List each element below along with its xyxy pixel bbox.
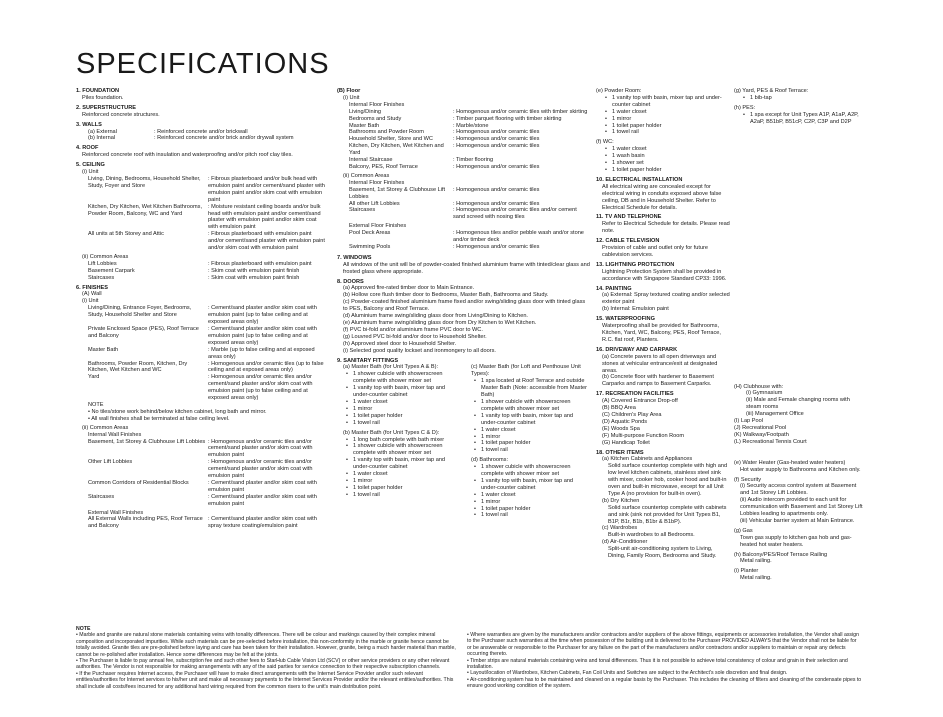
- spec-label: Living, Dining, Bedrooms, Household Shelter, Study, Foyer and Store: [88, 175, 201, 189]
- subheading: (g) Gas: [734, 527, 753, 534]
- spec-row: [337, 157, 590, 164]
- section: [734, 460, 864, 474]
- section-heading: 11. TV AND TELEPHONE: [596, 214, 662, 221]
- section-text: Lightning Protection System shall be provided in accordance with Singapore Standard CP33: 1996.: [602, 268, 727, 282]
- bullet-item: • 1 vanity top with basin, mixer tap and under-counter cabinet: [596, 95, 730, 109]
- bullet-item: • 1 towel rail: [337, 420, 459, 427]
- section-text: Piles foundation.: [82, 94, 124, 101]
- spec-value: : Homogenous and/or ceramic tiles: [453, 200, 540, 207]
- spec-value: : Homogenous and/or ceramic tiles: [453, 129, 540, 136]
- bullet-item: • 1 spa located at Roof Terrace and outside Master Bath (Note: accessible from Master Bath): [465, 378, 587, 399]
- spec-row: [337, 187, 590, 201]
- spec-row: [76, 231, 326, 252]
- subheading: (h) PES:: [734, 104, 756, 111]
- subheading: (g) Yard, PES & Roof Terrace:: [734, 88, 809, 94]
- section-heading: (B) Floor: [337, 88, 361, 94]
- subheading: (c) Master Bath (for Loft and Penthouse Unit Types):: [471, 364, 581, 378]
- spec-label: Balcony, PES, Roof Terrace: [349, 163, 418, 170]
- spec-row: [76, 374, 326, 402]
- spec-label: All External Walls including PES, Roof Terrace and Balcony: [88, 516, 203, 530]
- club-item: (i) Gymnasium: [746, 390, 783, 397]
- bullet-item: • 1 long bath complete with bath mixer: [337, 437, 459, 444]
- bullet-item: • 1 bib-tap: [734, 95, 864, 102]
- subheading: (d) Bathrooms:: [471, 457, 508, 464]
- spec-row: [76, 129, 326, 136]
- section: [596, 177, 730, 212]
- spec-row: [76, 275, 326, 282]
- bullet-item: • 1 spa except for Unit Types A1P, A1aP, A2P, A2aP, B51bP, B51cP, C2P, C3P and D2P: [734, 112, 864, 126]
- spec-row: [76, 268, 326, 275]
- subheading: Internal Floor Finishes: [349, 179, 405, 186]
- section: [76, 285, 326, 531]
- subheading: Internal Floor Finishes: [349, 101, 405, 108]
- spec-value: : Timber parquet flooring with timber skirting: [453, 115, 562, 122]
- spec-label: Bathrooms and Powder Room: [349, 129, 424, 136]
- bullet-item: • 1 water closet: [596, 146, 730, 153]
- section: [337, 255, 590, 276]
- bullet-item: • 1 shower cubicle with showerscreen complete with shower mixer set: [465, 399, 587, 413]
- spec-row: [76, 261, 326, 268]
- bullet-item: • 1 toilet paper holder: [465, 506, 587, 513]
- section-heading: 6. FINISHES: [76, 284, 109, 291]
- subheading: (H) Clubhouse with:: [734, 383, 784, 390]
- spec-value: : Reinforced concrete and/or brick and/or drywall system: [154, 135, 294, 142]
- section: [734, 528, 864, 549]
- spec-value: : Skim coat with emulsion paint finish: [208, 267, 300, 274]
- section-text: (D) Aquatic Ponds: [602, 418, 648, 425]
- subheading: (i) Planter: [734, 568, 759, 575]
- door-item: (e) Aluminium frame swing/sliding glass door from Dry Kitchen to Wet Kitchen.: [343, 320, 537, 326]
- spec-row: [76, 135, 326, 142]
- section-text: (b) Internal: Emulsion paint: [602, 306, 669, 313]
- subheading: External Wall Finishes: [88, 509, 144, 516]
- spec-label: Staircases: [349, 207, 376, 214]
- subheading: (ii) Common Areas: [82, 424, 129, 431]
- bullet-item: • 1 vanity top with basin, mixer tap and under-counter cabinet: [337, 457, 459, 471]
- spec-value: : Marble/stone: [453, 122, 489, 129]
- spec-label: Lift Lobbies: [88, 260, 117, 267]
- sanitary-grid: [337, 364, 590, 519]
- section: [596, 391, 730, 446]
- door-item: (b) Hollow core flush timber door to Bedrooms, Master Bath, Bathrooms and Study.: [343, 292, 549, 299]
- bullet-item: • 1 wash basin: [596, 153, 730, 160]
- spec-row: [337, 207, 590, 221]
- spec-label: Kitchen, Dry Kitchen, Wet Kitchen Bathrooms, Powder Room, Balcony, WC and Yard: [88, 203, 202, 217]
- section-text: Metal railing.: [740, 575, 772, 582]
- section: [76, 122, 326, 143]
- door-item: (a) Approved fire-rated timber door to Main Entrance.: [343, 285, 475, 292]
- facility-item: (J) Recreational Pool: [734, 424, 787, 431]
- bullet-item: • 1 water closet: [337, 471, 459, 478]
- section-text: (ii) Audio intercom provided to each unit for communication with Basement and 1st Storey Lift Lobbies leading to apartments only.: [740, 497, 863, 518]
- column-4: [734, 88, 864, 585]
- spec-value: : Homogenous and/or ceramic tiles and/or cement/sand plaster and/or skim coat with emulsion paint: [208, 459, 313, 480]
- facility-item: (L) Recreational Tennis Court: [734, 438, 807, 445]
- spec-label: Basement, 1st Storey & Clubhouse Lift Lobbies: [88, 438, 206, 445]
- section-text: (E) Woods Spa: [602, 425, 640, 432]
- section-heading: 3. WALLS: [76, 121, 102, 128]
- spec-value: : Homogenous and/or ceramic tiles and/or cement/sand plaster and/or skim coat with emulsion paint: [208, 438, 313, 459]
- note-item: • Layout/location of Wardrobes, Kitchen Cabinets, Fan Coil Units and Switches are subject to the Architect's sole discretion and final design.: [467, 670, 788, 677]
- bullet-item: • 1 toilet paper holder: [337, 413, 459, 420]
- section-heading: 4. ROOF: [76, 145, 99, 152]
- spec-value: : Homogenous tiles and/or pebble wash and/or stone and/or timber deck: [453, 230, 584, 244]
- spec-row: [76, 176, 326, 204]
- subheading: (h) Balcony/PES/Roof Terrace Railing: [734, 551, 828, 558]
- section: [337, 358, 590, 520]
- spec-value: : Reinforced concrete and/or brickwall: [154, 128, 248, 135]
- spec-value: : Cement/sand plaster and/or skim coat with emulsion paint: [208, 493, 317, 507]
- spec-value: : Fibrous plasterboard with emulsion paint and/or cement/sand plaster with emulsion paint and/or skim coat with emulsion paint: [208, 231, 325, 252]
- bullet-item: • 1 mirror: [337, 478, 459, 485]
- section: [734, 552, 864, 566]
- section-text: Town gas supply to kitchen gas hob and gas-heated hot water heaters.: [740, 534, 852, 548]
- bullet-item: • 1 vanity top with basin, mixer tap and under-counter cabinet: [465, 478, 587, 492]
- section-heading: 9. SANITARY FITTINGS: [337, 357, 399, 364]
- section-text: (b) Concrete floor with hardener to Basement Carparks and ramps to Basement Carparks.: [602, 374, 714, 388]
- notes-right: [467, 632, 862, 690]
- section: [596, 347, 730, 388]
- spec-label: Common Corridors of Residential Blocks: [88, 479, 189, 486]
- spec-row: [337, 136, 590, 143]
- section-text: Metal railing.: [740, 558, 772, 565]
- section-heading: 18. OTHER ITEMS: [596, 449, 644, 456]
- spec-value: : Homogenous and/or ceramic tiles: [453, 186, 540, 193]
- spec-label: (a) External: [88, 128, 117, 135]
- bullet-item: • 1 shower cubicle with showerscreen complete with shower mixer set: [465, 464, 587, 478]
- subheading: (d) Air-Conditioner: [602, 539, 648, 546]
- spec-value: : Homogenous and/or ceramic tiles and/or cement sand screed with nosing tiles: [453, 207, 577, 221]
- section: [76, 162, 326, 281]
- spec-row: [76, 439, 326, 460]
- section-text: (a) External: Spray textured coating and/or selected exterior paint: [602, 292, 730, 306]
- section: [596, 238, 730, 259]
- bullet-item: • 1 mirror: [596, 116, 730, 123]
- bullet-item: • 1 towel rail: [465, 512, 587, 519]
- spec-label: Swimming Pools: [349, 243, 391, 250]
- section-text: Waterproofing shall be provided for Bathrooms, Kitchen, Yard, WC, Balcony, PES, Roof Terrace, R.C. flat roof, Planters.: [602, 323, 721, 343]
- bullet-item: • 1 toilet paper holder: [596, 167, 730, 174]
- spec-row: [337, 143, 590, 157]
- subheading: (f) Security: [734, 476, 762, 483]
- spec-value: : Homogenous and/or ceramic tiles and/or cement/sand plaster and/or skim coat with emulsion paint (up to false ceiling and at exposed areas only): [208, 374, 313, 402]
- bullet-item: • 1 shower set: [596, 160, 730, 167]
- section-heading: 12. CABLE TELEVISION: [596, 238, 660, 245]
- spec-row: [337, 123, 590, 130]
- section-text: (i) Security access control system at Basement and 1st Storey Lift Lobbies.: [740, 483, 857, 497]
- section: [734, 477, 864, 525]
- section-text: All electrical wiring are concealed except for electrical wiring in conduits exposed above false ceiling, DB and in Household Shelter. Refer to Electrical Schedule for details.: [602, 183, 722, 211]
- bullet-item: • 1 vanity top with basin, mixer tap and under-counter cabinet: [465, 413, 587, 427]
- section-heading: 13. LIGHTNING PROTECTION: [596, 261, 675, 268]
- section-text: Solid surface countertop complete with high and low level kitchen cabinets, stainless steel sink with mixer, cooker hob, cooker hood and built-in oven and built-in microwave, except for all Unit Type A (no provision for built-in oven).: [608, 463, 728, 497]
- spec-label: Bathrooms, Powder Room, Kitchen, Dry Kitchen, Wet Kitchen and WC: [88, 360, 188, 374]
- door-item: (h) Approved steel door to Household Shelter.: [343, 340, 457, 347]
- section-heading: 8. DOORS: [337, 278, 364, 285]
- section-text: Built-in wardrobes to all Bedrooms.: [608, 532, 695, 539]
- spec-label: Master Bath: [88, 346, 119, 353]
- note-item: • Where warranties are given by the manufacturers and/or contractors and/or suppliers of the above fittings, equipments or accessories installation, the Vendor shall assign to the Purchaser such warranties at the time when possession of the building unit is delivered to the Purchaser PROVIDED ALWAYS that the Vendor shall not be liable for or be answerable or responsible to the Purchaser for any failure on the part of the manufacturers and/or contractors and/or suppliers to maintain or repair any defects occurring thereto.: [467, 632, 859, 658]
- spec-value: : Homogenous and/or ceramic tiles (up to false ceiling and at exposed areas only): [208, 360, 324, 374]
- page-title: SPECIFICATIONS: [76, 48, 330, 80]
- spec-label: Living/Dining, Entrance Foyer, Bedrooms, Study, Household Shelter and Store: [88, 305, 192, 319]
- spec-label: Master Bath: [349, 122, 380, 129]
- subheading: (i) Unit: [82, 298, 99, 305]
- section-text: (a) Concrete pavers to all open driveways and stones at vehicular entrance/exit at designated areas.: [602, 353, 718, 374]
- section-text: (B) BBQ Area: [602, 405, 636, 412]
- spec-row: [76, 516, 326, 530]
- section-text: (iii) Vehicular barrier system at Main Entrance.: [740, 517, 855, 524]
- spec-value: : Cement/sand plaster and/or skim coat with emulsion paint (up to false ceiling and at exposed areas only): [208, 305, 317, 326]
- section-text: All windows of the unit will be of powder-coated finished aluminium frame with tinted/clear glass and frosted glass where appropriate.: [343, 261, 590, 275]
- spec-label: Private Enclosed Space (PES), Roof Terrace and Balcony: [88, 326, 199, 339]
- facility-item: (I) Lap Pool: [734, 418, 763, 425]
- spec-row: [76, 305, 326, 326]
- club-item: (ii) Male and Female changing rooms with steam rooms: [746, 397, 850, 411]
- subheading: (A) Wall: [82, 291, 102, 298]
- column-1: [76, 88, 326, 533]
- subheading: External Floor Finishes: [349, 223, 407, 230]
- subheading: (b) Master Bath (for Unit Types C & D):: [343, 429, 440, 436]
- spec-label: Pool Deck Areas: [349, 230, 391, 237]
- spec-label: Basement Carpark: [88, 267, 135, 274]
- subheading: (c) Wardrobes: [602, 525, 638, 532]
- bullet-item: • 1 toilet paper holder: [465, 440, 587, 447]
- section-heading: 17. RECREATION FACILITIES: [596, 391, 674, 398]
- spec-row: [337, 201, 590, 208]
- bullet-item: • 1 towel rail: [596, 129, 730, 136]
- subheading: (e) Water Heater (Gas-heated water heaters): [734, 459, 846, 466]
- note-item: • The Purchaser is liable to pay annual fee, subscription fee and such other fees to StarHub Cable Vision Ltd (SCV) or other service providers or any other relevant authorities. The Vendor is not responsible for making arrangements with any of the said parties for service connection to their respective subscription channels.: [76, 658, 450, 671]
- spec-value: : Cement/sand plaster and/or skim coat with emulsion paint: [208, 479, 317, 493]
- bullet-item: • 1 mirror: [337, 406, 459, 413]
- spec-row: [76, 459, 326, 480]
- spec-label: Basement, 1st Storey & Clubhouse Lift Lobbies: [349, 186, 446, 200]
- spec-label: All units at 5th Storey and Attic: [88, 231, 164, 238]
- subheading: (ii) Common Areas: [82, 253, 129, 260]
- bullet-item: • 1 toilet paper holder: [596, 123, 730, 130]
- section-text: Refer to Electrical Schedule for details. Please read note.: [602, 221, 730, 235]
- section-text: (A) Covered Entrance Drop-off: [602, 398, 678, 405]
- spec-value: : Skim coat with emulsion paint finish: [208, 274, 300, 281]
- section-text: Reinforced concrete roof with insulation and waterproofing and/or pitch roof clay tiles.: [82, 152, 293, 159]
- bullet-item: • 1 water closet: [465, 427, 587, 434]
- section: [596, 262, 730, 283]
- door-item: (i) Selected good quality lockset and ironmongery to all doors.: [343, 347, 496, 354]
- spec-value: : Moisture resistant ceiling boards and/or bulk head with emulsion paint and/or cement/sand plaster with emulsion paint and/or skim coat with emulsion paint: [208, 203, 321, 231]
- section: [337, 279, 590, 355]
- section: [596, 450, 730, 561]
- spec-row: [337, 164, 590, 171]
- section: [596, 316, 730, 344]
- subheading: (b) Dry Kitchen: [602, 497, 640, 504]
- note-item: • Marble and granite are natural stone materials containing veins with tonality differences. There will be colour and markings caused by their complex mineral composition and incorporated impurities. While such materials can be pre-selected before installation, this non-conformity in the marble or granite hence cannot be totally avoided. Granite tiles are pre-polished before laying and care has been taken for their installation. However, granite, being a much harder material than marble, cannot be re-polished after installation. Hence some differences may be felt at the joints.: [76, 632, 456, 658]
- bullet-item: • 1 mirror: [465, 499, 587, 506]
- door-item: (f) PVC bi-fold and/or aluminium frame PVC door to WC.: [343, 326, 483, 333]
- section: [596, 214, 730, 235]
- column-3: [596, 88, 730, 563]
- door-item: (d) Aluminium frame swing/sliding glass door from Living/Dining to Kitchen.: [343, 313, 528, 320]
- bullet-item: • 1 towel rail: [465, 447, 587, 454]
- subheading: (i) Unit: [82, 169, 99, 176]
- subheading: (a) Kitchen Cabinets and Appliances: [602, 456, 693, 463]
- spec-row: [337, 116, 590, 123]
- section-text: Provision of cable and outlet only for future cablevision services.: [602, 245, 709, 258]
- facility-item: (K) Walkway/Footpath: [734, 431, 789, 438]
- bullet-item: • 1 toilet paper holder: [337, 485, 459, 492]
- spec-label: Kitchen, Dry Kitchen, Wet Kitchen and Yard: [349, 143, 444, 157]
- section-heading: 10. ELECTRICAL INSTALLATION: [596, 176, 683, 183]
- bullet-item: • 1 towel rail: [337, 492, 459, 499]
- spec-value: : Homogenous and/or ceramic tiles: [453, 243, 540, 250]
- door-item: (g) Louvred PVC bi-fold and/or door to Household Shelter.: [343, 333, 487, 340]
- section-text: (G) Handicap Toilet: [602, 439, 650, 446]
- column-2: [337, 88, 590, 522]
- spec-label: Household Shelter, Store and WC: [349, 136, 433, 143]
- spec-value: : Cement/sand plaster and/or skim coat with spray texture coating/emulsion paint: [208, 516, 317, 530]
- note-text: NOTE: [88, 401, 104, 408]
- spec-label: Yard: [88, 374, 100, 381]
- section: [596, 286, 730, 314]
- subheading: (ii) Common Areas: [343, 172, 390, 179]
- spec-value: : Homogenous and/or ceramic tiles: [453, 163, 540, 170]
- spec-label: All other Lift Lobbies: [349, 200, 400, 207]
- note-text: • No tiles/stone work behind/below kitchen cabinet, long bath and mirror.: [88, 408, 267, 415]
- section-text: Split-unit air-conditioning system to Living, Dining, Family Room, Bedrooms and Study.: [608, 546, 717, 560]
- section-heading: 5. CEILING: [76, 162, 105, 169]
- section: [76, 105, 326, 119]
- subheading: (e) Powder Room:: [596, 88, 642, 94]
- spec-label: Living/Dining: [349, 108, 382, 115]
- note-item: • Air-conditioning system has to be maintained and cleaned on a regular basis by the Purchaser. This includes the cleaning of filters and cleaning of the condensate pipes to ensure good working condition of the system.: [467, 676, 862, 690]
- spec-label: Bedrooms and Study: [349, 115, 402, 122]
- section-heading: 15. WATERPROOFING: [596, 316, 655, 323]
- spec-label: Internal Staircase: [349, 157, 393, 164]
- subheading: (i) Unit: [343, 94, 360, 101]
- note-item: • If the Purchaser requires Internet access, the Purchaser will have to make direct arrangements with the Internet Service Provider and/or such relevant entities/authorities for Internet services to his/her unit and make all necessary payments to the Internet Services Provider and/or the relevant entities/authorities. This shall include all costs/fees incurred for any additional hard wiring required from the common risers to the unit's main distribution point.: [76, 670, 454, 690]
- section-heading: 16. DRIVEWAY AND CARPARK: [596, 346, 678, 353]
- spec-value: : Homogenous and/or ceramic tiles: [453, 136, 540, 143]
- sanitary-right: [465, 364, 587, 519]
- spec-row: [337, 230, 590, 244]
- spec-value: : Cement/sand plaster and/or skim coat with emulsion paint (up to false ceiling and at exposed areas only): [208, 326, 317, 346]
- door-item: (c) Powder-coated finished aluminium frame fixed and/or swing/sliding glass door with tinted glass to PES, Balcony and Roof Terrace.: [343, 299, 586, 313]
- spec-row: [337, 244, 590, 251]
- spec-label: (b) Internal: [88, 135, 116, 142]
- spec-label: Staircases: [88, 274, 115, 281]
- spacer: [734, 126, 864, 384]
- spec-row: [76, 326, 326, 347]
- spec-row: [337, 129, 590, 136]
- spec-value: : Homogenous and/or ceramic tiles: [453, 143, 540, 150]
- spec-row: [76, 204, 326, 232]
- section: [76, 145, 326, 159]
- bullet-item: • 1 vanity top with basin, mixer tap and under-counter cabinet: [337, 385, 459, 399]
- subheading: (f) WC:: [596, 139, 614, 146]
- bullet-item: • 1 shower cubicle with showerscreen complete with shower mixer set: [337, 443, 459, 457]
- club-item: (iii) Management Office: [746, 411, 804, 418]
- spec-value: : Homogenous and/or ceramic tiles with timber skirting: [453, 108, 588, 115]
- spec-value: : Timber flooring: [453, 157, 494, 164]
- subheading: Internal Wall Finishes: [88, 431, 142, 438]
- section-heading: 14. PAINTING: [596, 285, 632, 292]
- spec-value: : Marble (up to false ceiling and at exposed areas only): [208, 346, 315, 360]
- section-text: Hot water supply to Bathrooms and Kitchen only.: [740, 466, 861, 473]
- section-text: (C) Children's Play Area: [602, 411, 662, 418]
- section-text: Solid surface countertop complete with cabinets and sink (sink not provided for Unit Types B1, B1P, B1r, B1b, B1br & B1bP).: [608, 504, 727, 525]
- note-item: • Timber strips are natural materials containing veins and tonal differences. Thus it is not possible to achieve total consistency of colour and grain in their selection and installation.: [467, 657, 848, 671]
- section-text: (F) Multi-purpose Function Room: [602, 432, 685, 439]
- bullet-item: • 1 water closet: [465, 492, 587, 499]
- sanitary-left: [337, 364, 459, 519]
- section-heading: 7. WINDOWS: [337, 254, 372, 261]
- spec-value: : Fibrous plasterboard and/or bulk head with emulsion paint and/or cement/sand plaster with emulsion paint and/or skim coat with emulsion paint: [208, 175, 325, 203]
- bullet-item: • 1 mirror: [465, 434, 587, 441]
- section-text: Reinforced concrete structures.: [82, 111, 160, 118]
- spec-row: [76, 347, 326, 361]
- spec-value: : Fibrous plasterboard with emulsion paint: [208, 260, 312, 267]
- spec-label: Other Lift Lobbies: [88, 459, 133, 466]
- section-heading: 2. SUPERSTRUCTURE: [76, 104, 136, 111]
- section: [76, 88, 326, 102]
- spec-row: [76, 480, 326, 494]
- notes-heading: NOTE: [76, 626, 91, 632]
- section-heading: 1. FOUNDATION: [76, 88, 120, 94]
- spec-label: Staircases: [88, 493, 115, 500]
- spec-row: [337, 109, 590, 116]
- bullet-item: • 1 shower cubicle with showerscreen complete with shower mixer set: [337, 371, 459, 385]
- subheading: (a) Master Bath (for Unit Types A & B):: [343, 364, 439, 371]
- spec-row: [76, 361, 326, 375]
- section: [734, 568, 864, 582]
- notes-left: [76, 626, 461, 690]
- bullet-item: • 1 water closet: [596, 109, 730, 116]
- spec-row: [76, 494, 326, 508]
- spacer: [734, 446, 864, 460]
- bullet-item: • 1 water closet: [337, 399, 459, 406]
- note-text: • All wall finishes shall be terminated at false ceiling level.: [88, 415, 230, 422]
